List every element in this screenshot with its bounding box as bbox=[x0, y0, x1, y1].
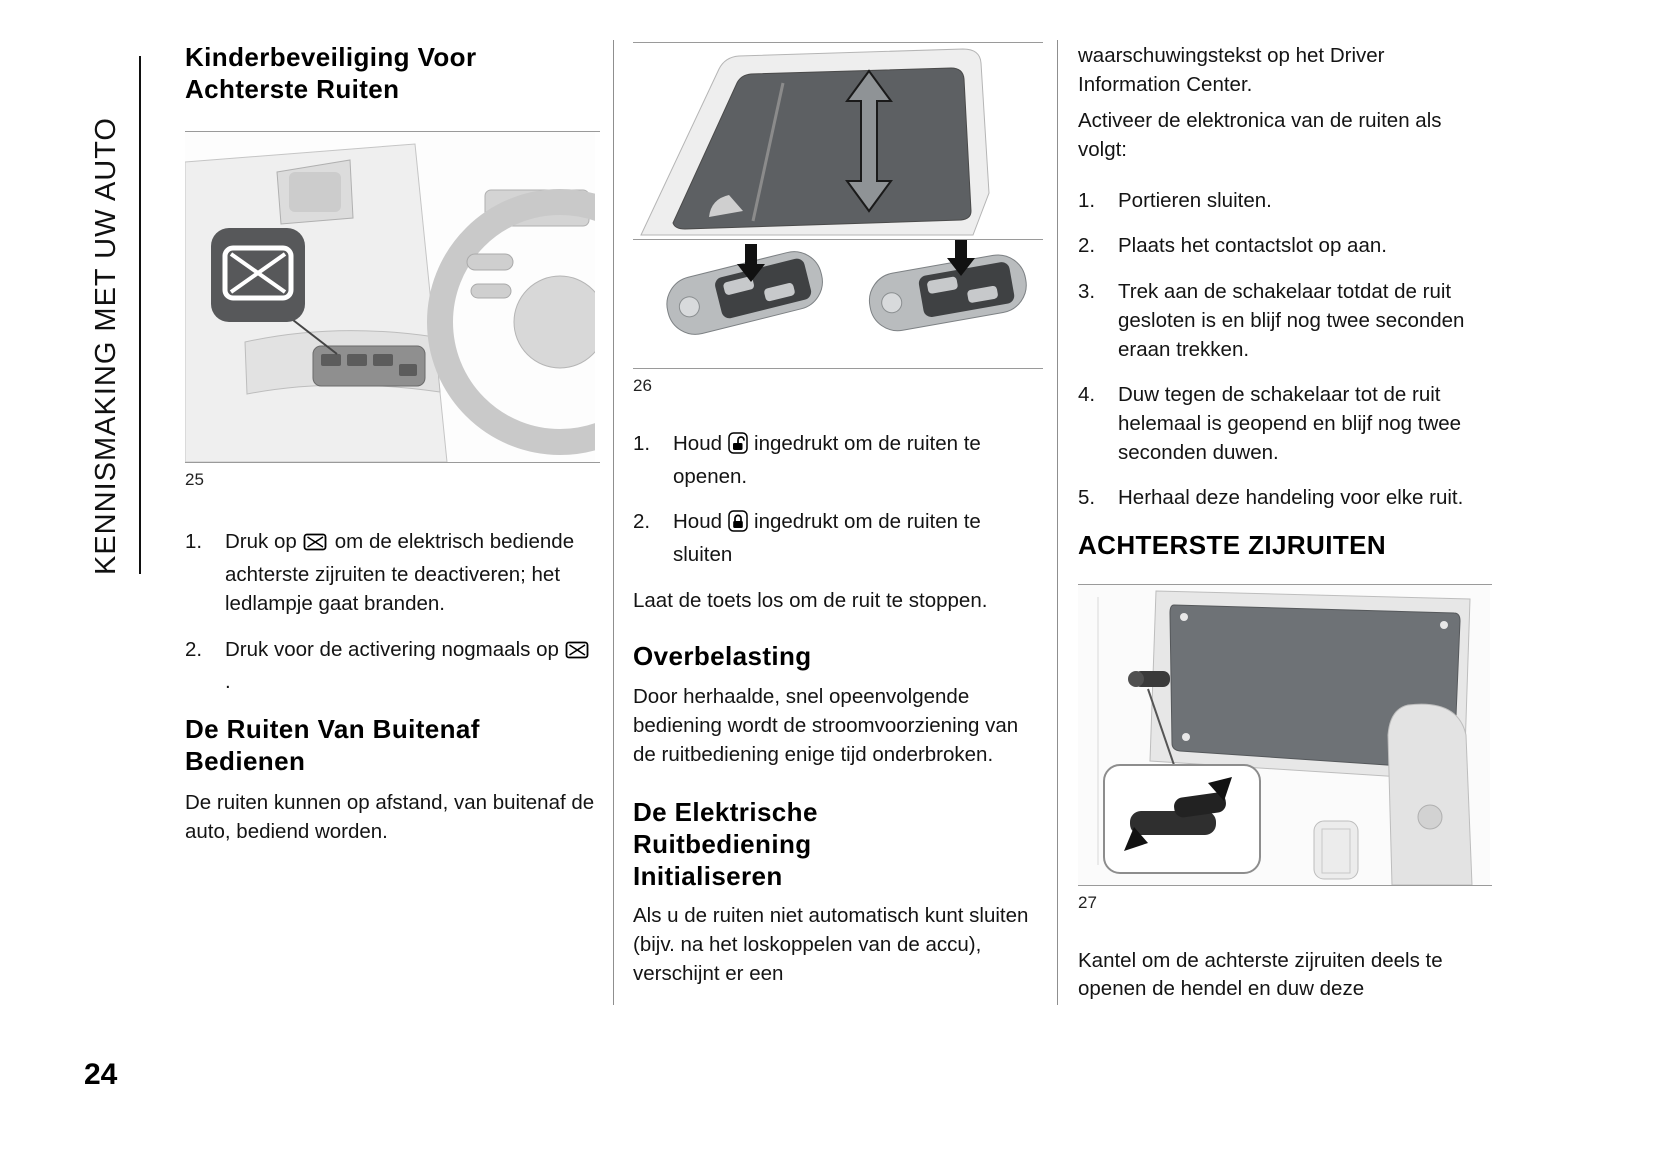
key-fobs-illustration bbox=[633, 240, 1041, 368]
key-unlock-button-icon bbox=[728, 432, 748, 463]
list-text: Portieren sluiten. bbox=[1118, 188, 1272, 212]
chapter-sidebar-rule bbox=[139, 56, 141, 574]
text-before: Druk voor de activering nogmaals op bbox=[225, 637, 559, 661]
list-item bbox=[1078, 484, 1492, 513]
column-divider-2 bbox=[1057, 40, 1058, 1005]
figure-27-image bbox=[1078, 584, 1492, 886]
chapter-sidebar-label: KENNISMAKING MET UW AUTO bbox=[90, 117, 122, 575]
list-number: 4. bbox=[1078, 383, 1096, 407]
text-before: Druk op bbox=[225, 530, 297, 554]
window-lock-badge-icon bbox=[211, 228, 305, 322]
text-after: ingedrukt om de ruiten te sluiten bbox=[673, 510, 981, 567]
rear-window-child-lock-icon bbox=[303, 532, 329, 561]
list-text bbox=[225, 636, 600, 697]
list-number: 5. bbox=[1078, 486, 1096, 510]
para-initialiseren: Als u de ruiten niet automatisch kunt sluiten (bijv. na het loskoppelen van de accu), verschijnt er een bbox=[633, 904, 1029, 985]
figure-27-caption: 27 bbox=[1078, 892, 1097, 912]
figure-25-caption: 25 bbox=[185, 470, 204, 490]
list-text: Trek aan de schakelaar totdat de ruit gesloten is en blijf nog twee seconden eraan trekken. bbox=[1118, 280, 1465, 361]
figure-26 bbox=[633, 42, 1043, 396]
list-item bbox=[185, 528, 600, 618]
front-window-illustration bbox=[633, 43, 1041, 239]
figure-27 bbox=[1078, 584, 1492, 913]
heading-achterste-zijruiten: ACHTERSTE ZIJRUITEN bbox=[1078, 529, 1387, 560]
column-1 bbox=[185, 42, 600, 847]
list-number: 2. bbox=[633, 510, 651, 534]
column-3 bbox=[1078, 42, 1492, 1004]
para-activeer: Activeer de elektronica van de ruiten als volgt: bbox=[1078, 109, 1442, 162]
list-item bbox=[1078, 232, 1492, 261]
list-item bbox=[185, 636, 600, 697]
para-warning-text: waarschuwingstekst op het Driver Information Center. bbox=[1078, 44, 1385, 96]
list-text bbox=[225, 528, 600, 618]
list-number: 2. bbox=[1078, 234, 1096, 258]
list-item bbox=[1078, 278, 1492, 364]
rear-side-window-illustration bbox=[1078, 585, 1490, 885]
remote-window-steps bbox=[633, 430, 1043, 570]
text-before: Houd bbox=[673, 432, 723, 455]
list-item bbox=[1078, 381, 1492, 467]
page-number: 24 bbox=[84, 1058, 118, 1091]
list-text: Plaats het contactslot op aan. bbox=[1118, 234, 1387, 258]
text-after: om de elektrisch bediende achterste zijruiten te deactiveren; het ledlampje gaat branden. bbox=[225, 530, 575, 615]
list-number: 1. bbox=[1078, 188, 1096, 212]
list-item bbox=[633, 430, 1043, 491]
column-divider-1 bbox=[613, 40, 614, 1005]
list-number: 2. bbox=[185, 637, 203, 661]
figure-25 bbox=[185, 131, 600, 490]
heading-kinderbeveiliging: Kinderbeveiliging Voor Achterste Ruiten bbox=[185, 42, 477, 104]
list-text bbox=[673, 430, 1043, 491]
list-text: Herhaal deze handeling voor elke ruit. bbox=[1118, 486, 1464, 510]
heading-overbelasting: Overbelasting bbox=[633, 641, 812, 672]
list-item bbox=[1078, 187, 1492, 216]
child-lock-steps bbox=[185, 528, 600, 696]
column-2 bbox=[633, 42, 1043, 988]
text-before: Houd bbox=[673, 510, 723, 534]
list-text bbox=[673, 508, 1043, 569]
text-after: . bbox=[225, 670, 231, 694]
list-number: 3. bbox=[1078, 280, 1096, 304]
window-latch-icon bbox=[1128, 671, 1170, 687]
list-number: 1. bbox=[185, 530, 203, 554]
para-overbelasting: Door herhaalde, snel opeenvolgende bediening wordt de stroomvoorziening van de ruitbediening enige tijd onderbroken. bbox=[633, 685, 1019, 766]
list-number: 1. bbox=[633, 432, 651, 455]
para-laat-toets: Laat de toets los om de ruit te stoppen. bbox=[633, 588, 988, 612]
para-buitenaf: De ruiten kunnen op afstand, van buitenaf de auto, bediend worden. bbox=[185, 791, 595, 843]
text-after: ingedrukt om de ruiten te openen. bbox=[673, 432, 981, 488]
figure-25-image bbox=[185, 131, 600, 463]
list-text: Duw tegen de schakelaar tot de ruit helemaal is geopend en blijf nog twee seconden duwen. bbox=[1118, 383, 1462, 464]
list-item bbox=[633, 508, 1043, 569]
figure-26-caption: 26 bbox=[633, 376, 652, 395]
rear-window-child-lock-icon bbox=[565, 640, 591, 669]
init-steps bbox=[1078, 187, 1492, 513]
key-lock-button-icon bbox=[728, 510, 748, 541]
heading-initialiseren: De Elektrische Ruitbediening Initialiseren bbox=[633, 797, 818, 891]
para-kantel: Kantel om de achterste zijruiten deels te openen de hendel en duw deze bbox=[1078, 948, 1443, 1001]
figure-26-image bbox=[633, 42, 1043, 369]
door-panel-illustration bbox=[185, 132, 595, 462]
heading-ruiten-buitenaf: De Ruiten Van Buitenaf Bedienen bbox=[185, 713, 480, 776]
